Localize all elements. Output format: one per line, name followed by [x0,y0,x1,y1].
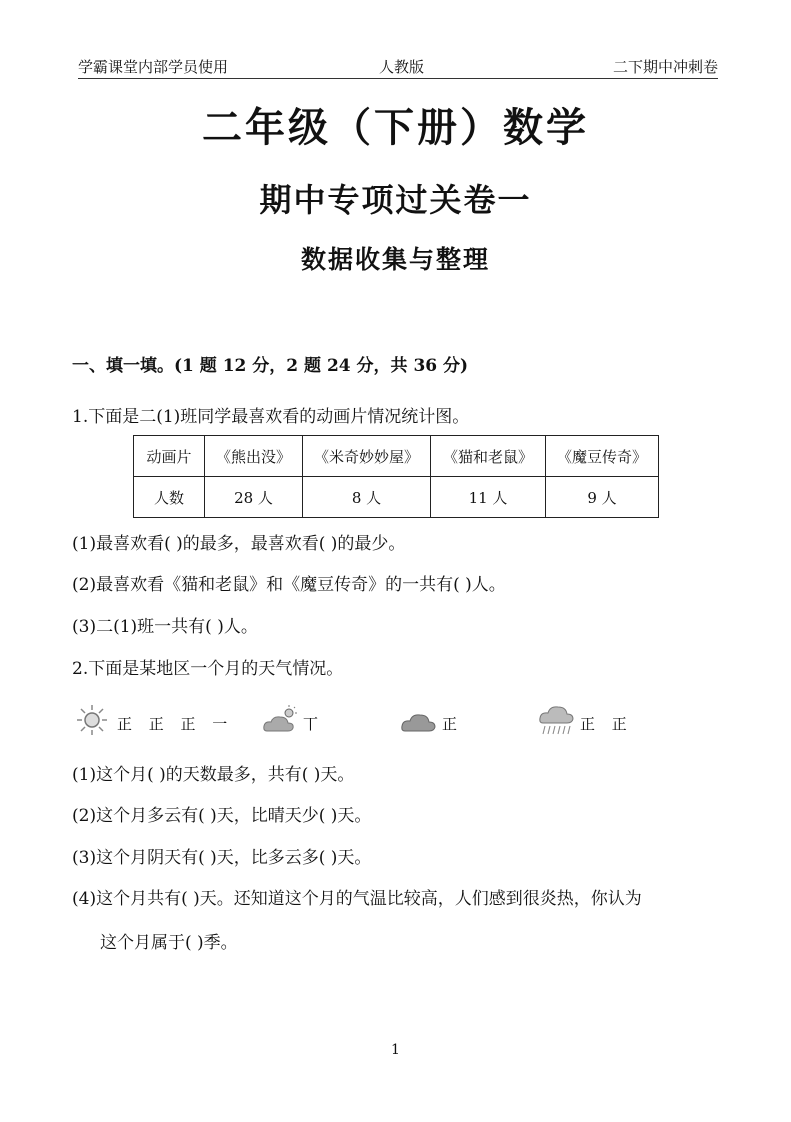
q2-sub4: (4)这个月共有( )天。还知道这个月的气温比较高，人们感到很炎热，你认为 [72,889,642,909]
cloudy-tally: 正 [442,715,464,733]
table-cell: 8 人 [303,477,431,518]
sunny-tally: 正 正 正 一 [117,715,234,733]
section-heading: 一、填一填。(1 题 12 分，2 题 24 分，共 36 分) [72,356,469,376]
table-cell: 《熊出没》 [205,436,303,477]
partly-cloudy-icon [262,703,300,741]
sub-title: 期中专项过关卷一 [259,181,532,219]
weather-record [76,703,636,739]
q2-sub2: (2)这个月多云有( )天，比晴天少( )天。 [72,806,372,826]
table-cell: 《米奇妙妙屋》 [303,436,431,477]
q1-sub2: (2)最喜欢看《猫和老鼠》和《魔豆传奇》的一共有( )人。 [72,575,506,595]
cartoon-table [133,435,659,518]
table-cell: 28 人 [205,477,303,518]
page-number: 1 [391,1042,400,1058]
q2-intro: 2.下面是某地区一个月的天气情况。 [72,659,344,679]
partly-cloudy-tally: 丅 [303,715,325,733]
header-center: 人教版 [379,58,425,76]
q2-sub3: (3)这个月阴天有( )天，比多云多( )天。 [72,848,372,868]
rainy-tally: 正 正 [580,715,633,733]
table-cell: 11 人 [431,477,546,518]
header-right: 二下期中冲刺卷 [612,58,718,76]
q2-sub1: (1)这个月( )的天数最多，共有( )天。 [72,765,355,785]
q1-sub1: (1)最喜欢看( )的最多，最喜欢看( )的最少。 [72,534,406,554]
main-title: 二年级（下册）数学 [202,104,589,151]
table-row [134,436,659,477]
table-cell: 9 人 [546,477,659,518]
q2-sub4-cont: 这个月属于( )季。 [100,933,238,953]
sun-icon [76,703,108,741]
q1-sub3: (3)二(1)班一共有( )人。 [72,617,258,637]
table-row [134,477,659,518]
table-cell: 人数 [134,477,205,518]
header-left: 学霸课堂内部学员使用 [78,58,229,76]
topic-title: 数据收集与整理 [300,245,490,274]
cloud-icon [400,703,438,741]
page-header [78,56,718,79]
q1-intro: 1.下面是二(1)班同学最喜欢看的动画片情况统计图。 [72,407,470,427]
table-cell: 动画片 [134,436,205,477]
table-cell: 《猫和老鼠》 [431,436,546,477]
rain-cloud-icon [538,703,576,743]
table-cell: 《魔豆传奇》 [546,436,659,477]
